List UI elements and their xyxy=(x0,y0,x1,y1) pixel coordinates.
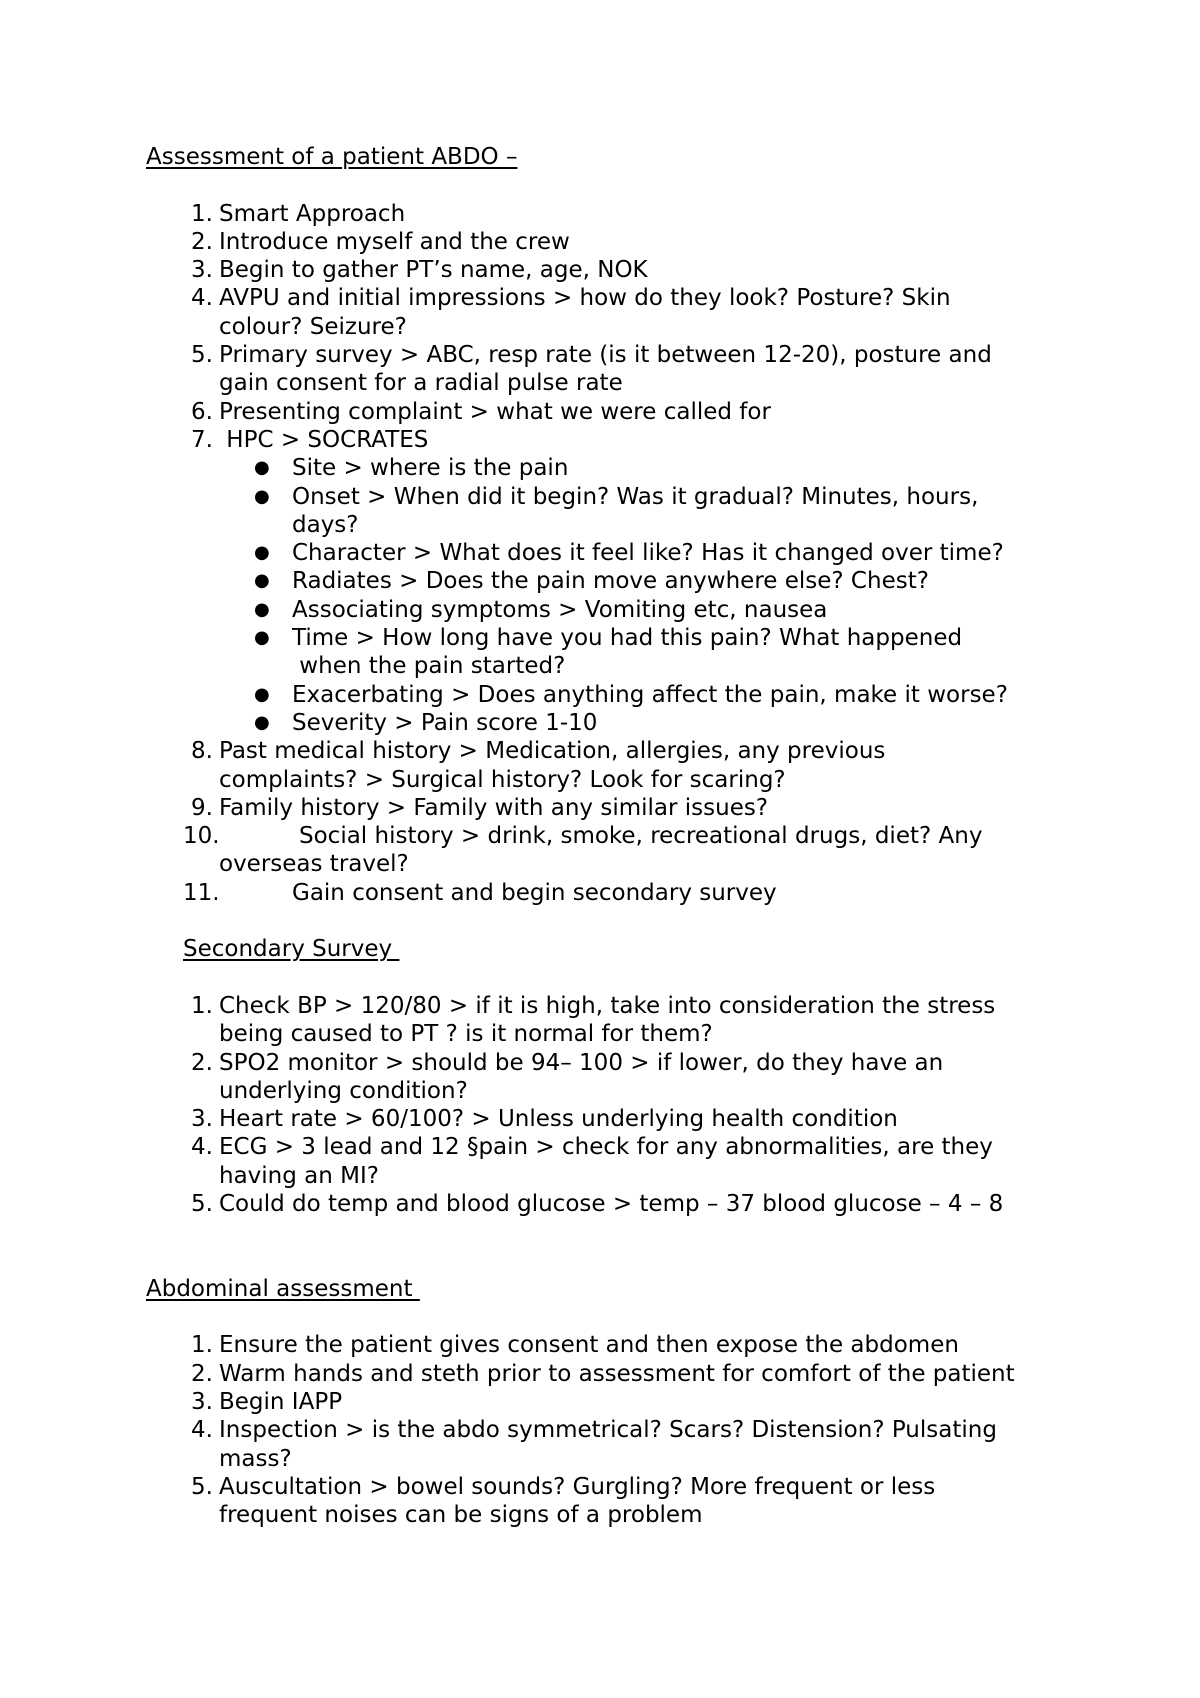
list-number: 6. xyxy=(191,398,213,425)
abdominal-assessment-heading: Abdominal assessment xyxy=(146,1275,420,1302)
list-item xyxy=(146,341,1076,369)
list-text: having an MI? xyxy=(219,1162,379,1189)
list-text: Warm hands and steth prior to assessment for comfort of the patient xyxy=(219,1360,1015,1387)
bullet-item xyxy=(146,539,1076,567)
list-number: 9. xyxy=(191,794,213,821)
spacer xyxy=(146,1303,1076,1331)
bullet-icon: ● xyxy=(254,627,270,649)
list-item xyxy=(146,794,1076,822)
list-number: 2. xyxy=(191,1049,213,1076)
list-item-continuation xyxy=(146,1501,1076,1529)
list-text: Primary survey > ABC, resp rate (is it between 12-20), posture and xyxy=(219,342,992,369)
list-text: mass? xyxy=(219,1445,292,1472)
list-number: 1. xyxy=(191,1332,213,1359)
list-item xyxy=(146,200,1076,228)
list-text: being caused to PT ? is it normal for them? xyxy=(219,1021,713,1048)
list-text: ECG > 3 lead and 12 §pain > check for any abnormalities, are they xyxy=(219,1134,993,1161)
list-text: Begin to gather PT’s name, age, NOK xyxy=(219,257,648,284)
list-number: 7. xyxy=(191,426,213,453)
list-item xyxy=(146,284,1076,312)
list-item-continuation xyxy=(146,1162,1076,1190)
secondary-survey-heading: Secondary Survey xyxy=(183,936,400,963)
list-number: 5. xyxy=(191,342,213,369)
list-item-continuation xyxy=(146,1077,1076,1105)
list-number: 8. xyxy=(191,738,213,765)
bullet-text: Severity > Pain score 1-10 xyxy=(292,709,598,736)
list-item-continuation xyxy=(146,313,1076,341)
list-number: 3. xyxy=(191,1106,213,1133)
list-item xyxy=(146,992,1076,1020)
bullet-text: Associating symptoms > Vomiting etc, nausea xyxy=(292,596,828,623)
list-item xyxy=(146,256,1076,284)
bullet-icon: ● xyxy=(254,570,270,592)
list-number: 1. xyxy=(191,200,213,227)
list-text: Check BP > 120/80 > if it is high, take into consideration the stress xyxy=(219,992,996,1019)
bullet-text: Time > How long have you had this pain? What happened xyxy=(292,625,963,652)
list-item xyxy=(146,1049,1076,1077)
list-text: complaints? > Surgical history? Look for scaring? xyxy=(219,766,786,793)
bullet-icon: ● xyxy=(254,711,270,733)
list-item xyxy=(146,1331,1076,1359)
bullet-item xyxy=(146,596,1076,624)
list-number: 4. xyxy=(191,1134,213,1161)
bullet-item xyxy=(146,483,1076,511)
list-number: 11. xyxy=(183,879,220,906)
list-text: underlying condition? xyxy=(219,1077,468,1104)
list-item xyxy=(146,1388,1076,1416)
list-item xyxy=(146,879,1076,907)
list-number: 5. xyxy=(191,1473,213,1500)
list-number: 3. xyxy=(191,257,213,284)
spacer xyxy=(146,907,1076,935)
list-text: Family history > Family with any similar issues? xyxy=(219,794,769,821)
list-text: Past medical history > Medication, allergies, any previous xyxy=(219,738,886,765)
list-item xyxy=(146,228,1076,256)
list-item xyxy=(146,426,1076,454)
bullet-text: Exacerbating > Does anything affect the pain, make it worse? xyxy=(292,681,1008,708)
list-text: colour? Seizure? xyxy=(219,313,407,340)
bullet-item xyxy=(146,567,1076,595)
list-item xyxy=(146,1133,1076,1161)
spacer xyxy=(146,171,1076,199)
list-item xyxy=(146,737,1076,765)
bullet-text: when the pain started? xyxy=(292,653,566,680)
list-text: Presenting complaint > what we were called for xyxy=(219,398,771,425)
list-number: 3. xyxy=(191,1389,213,1416)
list-item xyxy=(146,822,1076,850)
bullet-text: Site > where is the pain xyxy=(292,455,569,482)
bullet-text: Radiates > Does the pain move anywhere else? Chest? xyxy=(292,568,929,595)
list-text: gain consent for a radial pulse rate xyxy=(219,370,623,397)
list-item-continuation xyxy=(146,369,1076,397)
list-number: 4. xyxy=(191,1417,213,1444)
list-text: AVPU and initial impressions > how do they look? Posture? Skin xyxy=(219,285,951,312)
list-number: 4. xyxy=(191,285,213,312)
list-item xyxy=(146,1105,1076,1133)
bullet-icon: ● xyxy=(254,542,270,564)
list-item-continuation xyxy=(146,850,1076,878)
bullet-icon: ● xyxy=(254,485,270,507)
list-number: 1. xyxy=(191,992,213,1019)
list-text: SPO2 monitor > should be 94– 100 > if lower, do they have an xyxy=(219,1049,944,1076)
bullet-item xyxy=(146,454,1076,482)
list-item xyxy=(146,1360,1076,1388)
bullet-icon: ● xyxy=(254,683,270,705)
bullet-icon: ● xyxy=(254,598,270,620)
list-text: Could do temp and blood glucose > temp – 37 blood glucose – 4 – 8 xyxy=(219,1190,1004,1217)
list-text: Ensure the patient gives consent and then expose the abdomen xyxy=(219,1332,959,1359)
list-text: Heart rate > 60/100? > Unless underlying health condition xyxy=(219,1106,898,1133)
list-item xyxy=(146,1473,1076,1501)
bullet-text: Onset > When did it begin? Was it gradual? Minutes, hours, xyxy=(292,483,979,510)
list-text: Smart Approach xyxy=(219,200,406,227)
list-item-continuation xyxy=(146,766,1076,794)
list-text: Auscultation > bowel sounds? Gurgling? More frequent or less xyxy=(219,1473,936,1500)
list-text: overseas travel? xyxy=(219,851,409,878)
list-text: Inspection > is the abdo symmetrical? Scars? Distension? Pulsating xyxy=(219,1417,997,1444)
bullet-item xyxy=(146,709,1076,737)
list-text: HPC > SOCRATES xyxy=(219,426,429,453)
bullet-text: Character > What does it feel like? Has it changed over time? xyxy=(292,540,1004,567)
section-heading xyxy=(146,935,1076,963)
list-item-continuation xyxy=(146,1020,1076,1048)
bullet-item-continuation xyxy=(146,511,1076,539)
list-number: 2. xyxy=(191,1360,213,1387)
bullet-item-continuation xyxy=(146,652,1076,680)
page-title: Assessment of a patient ABDO – xyxy=(146,144,518,170)
list-text: Social history > drink, smoke, recreational drugs, diet? Any xyxy=(299,823,983,850)
list-number: 10. xyxy=(183,823,220,850)
list-text: Gain consent and begin secondary survey xyxy=(292,879,777,906)
spacer xyxy=(146,964,1076,992)
bullet-item xyxy=(146,681,1076,709)
document-page xyxy=(146,143,1076,1530)
list-text: frequent noises can be signs of a problem xyxy=(219,1502,703,1529)
list-item xyxy=(146,1190,1076,1218)
list-item xyxy=(146,398,1076,426)
spacer xyxy=(146,1218,1076,1275)
bullet-icon: ● xyxy=(254,457,270,479)
list-text: Begin IAPP xyxy=(219,1389,343,1416)
bullet-item xyxy=(146,624,1076,652)
list-item-continuation xyxy=(146,1445,1076,1473)
list-text: Introduce myself and the crew xyxy=(219,228,570,255)
list-number: 5. xyxy=(191,1190,213,1217)
list-item xyxy=(146,1416,1076,1444)
bullet-text: days? xyxy=(292,511,359,538)
list-number: 2. xyxy=(191,228,213,255)
